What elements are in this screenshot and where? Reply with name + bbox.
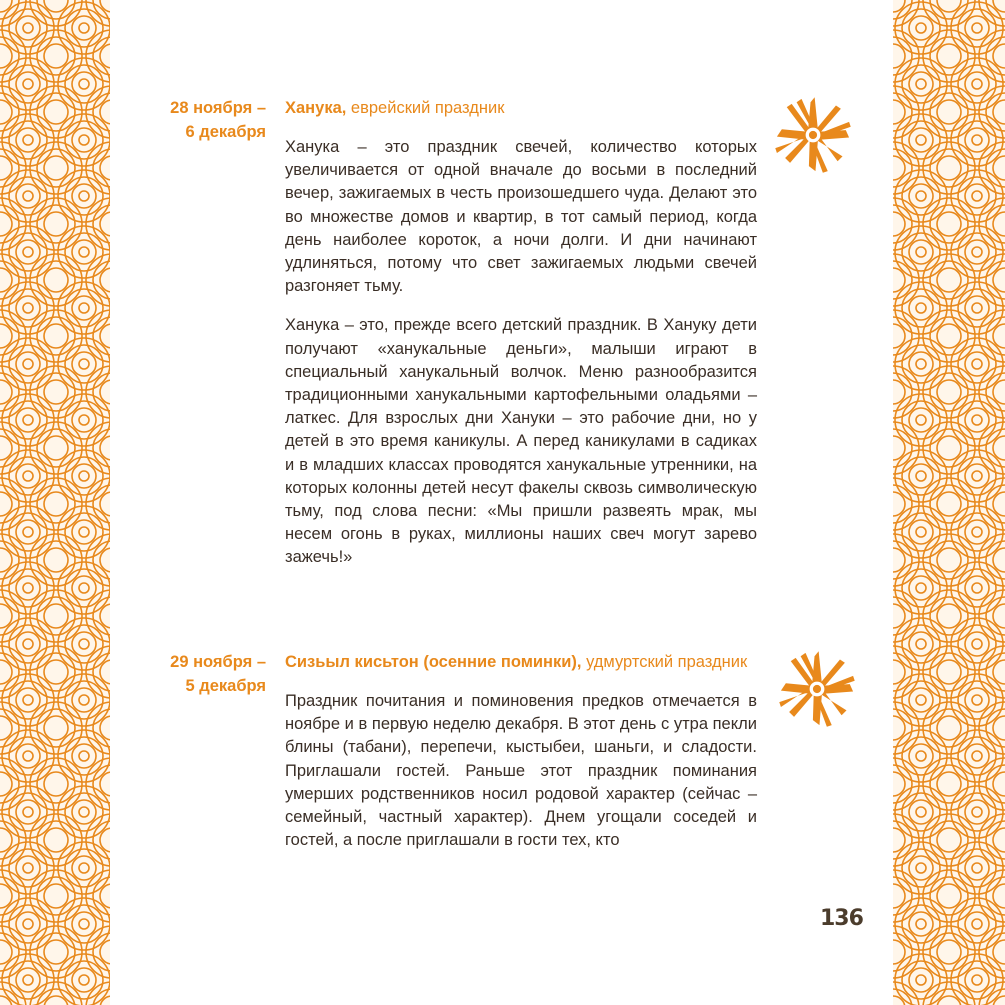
entry-title	[285, 96, 757, 120]
entry-paragraph: Праздник почитания и поминовения предков отмечается в ноябре и в первую неделю декабря. В этот день с утра пекли блины (табани), перепечи, кыстыбеи, шаньги, и сладости. Приглашали гостей. Раньше этот праздник поминания умерших родственников носил родовой характер (сейчас – семейный, частный характер). Днем угощали соседей и гостей, а после приглашали в гости тех, кто	[285, 692, 757, 850]
ornament-pattern-left	[0, 0, 110, 1005]
date-end: 5 декабря	[185, 677, 266, 695]
entry-title	[285, 650, 757, 674]
date-start: 29 ноября –	[170, 653, 266, 671]
orange-sunburst-emblem-icon	[772, 94, 854, 176]
entry-content	[285, 96, 757, 570]
entry-content	[285, 650, 757, 852]
date-end: 6 декабря	[185, 123, 266, 141]
entry-date	[140, 96, 266, 144]
holiday-name: Сизьыл кисьтон (осенние поминки),	[285, 653, 582, 671]
entry-paragraph: Ханука – это, прежде всего детский праздник. В Хануку дети получают «ханукальные деньги», малыши играют в специальный ханукальный волчок. Меню разнообразится традиционными ханукальными картофельными оладьями – латкес. Для взрослых дни Хануки – это рабочие дни, но у детей в это время каникулы. А перед каникулами в садиках и в младших классах проводятся ханукальные утренники, на которых колонны детей несут факелы сквозь символическую тьму, под слова песни: «Мы пришли развеять мрак, мы несем огонь в руках, миллионы наших свеч могут зарево зажечь!»	[285, 316, 757, 567]
holiday-origin: еврейский праздник	[346, 99, 505, 117]
orange-sunburst-emblem-icon	[776, 648, 858, 730]
entry-date	[140, 650, 266, 698]
holiday-origin: удмуртский праздник	[581, 653, 748, 671]
left-ornament-border	[0, 0, 110, 1005]
right-ornament-border	[893, 0, 1005, 1005]
entry-paragraph: Ханука – это праздник свечей, количество которых увеличивается от одной вначале до восьми в последний вечер, зажигаемых в честь произошедшего чуда. Делают это во множестве домов и квартир, в тот самый период, когда день наиболее короток, а ночи долги. И дни начинают удлиняться, потому что свет зажигаемых людьми свечей разгоняет тьму.	[285, 138, 757, 296]
holiday-name: Ханука,	[285, 99, 347, 117]
date-start: 28 ноября –	[170, 99, 266, 117]
ornament-pattern-right	[893, 0, 1005, 1005]
page-number: 136	[820, 906, 863, 931]
